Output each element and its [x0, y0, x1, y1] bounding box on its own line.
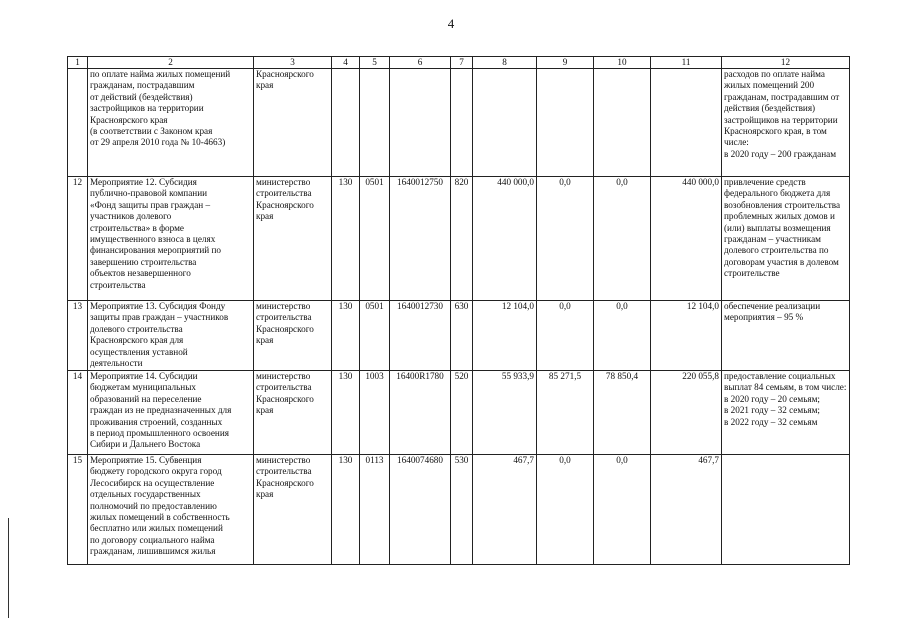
cell-c9: 85 271,5 — [537, 371, 594, 455]
page-number: 4 — [447, 16, 455, 31]
cell-desc: Мероприятие 14. Субсидии бюджетам муниципальных образований на переселение граждан из не предназначенных для проживания строений, созданных в период промышленного освоения Сибири и Дальнего Востока — [88, 371, 254, 455]
cell-c4: 130 — [332, 455, 360, 565]
cell-c4 — [332, 69, 360, 177]
cell-num — [68, 69, 88, 177]
cell-c7: 630 — [451, 301, 473, 371]
cell-result: расходов по оплате найма жилых помещений 200 гражданам, пострадавшим от действия (бездействия) застройщиков на территории Красноярского края, в том числе: в 2020 году – 200 гражданам — [722, 69, 850, 177]
cell-result — [722, 455, 850, 565]
budget-table — [67, 56, 850, 565]
cell-c10: 78 850,4 — [594, 371, 651, 455]
header-cell: 11 — [651, 57, 722, 69]
cell-c11: 440 000,0 — [651, 177, 722, 301]
cell-c11: 220 055,8 — [651, 371, 722, 455]
cell-desc: по оплате найма жилых помещений гражданам, пострадавшим от действий (бездействия) застройщиков на территории Красноярского края (в соответствии с Законом края от 29 апреля 2010 года № 10-4663) — [88, 69, 254, 177]
cell-org: министерство строительства Красноярского края — [254, 301, 332, 371]
cell-c6: 1640012750 — [390, 177, 451, 301]
cell-c9: 0,0 — [537, 455, 594, 565]
cell-c11: 467,7 — [651, 455, 722, 565]
cell-c6: 16400R1780 — [390, 371, 451, 455]
cell-c11 — [651, 69, 722, 177]
cell-c8: 55 933,9 — [473, 371, 537, 455]
cell-c8: 12 104,0 — [473, 301, 537, 371]
cell-c5: 0501 — [360, 177, 390, 301]
cell-c5: 0501 — [360, 301, 390, 371]
cell-c11: 12 104,0 — [651, 301, 722, 371]
cell-result: предоставление социальных выплат 84 семьям, в том числе: в 2020 году – 20 семьям; в 2021 году – 32 семьям; в 2022 году – 32 семьям — [722, 371, 850, 455]
cell-c10: 0,0 — [594, 455, 651, 565]
cell-num: 15 — [68, 455, 88, 565]
cell-c7: 820 — [451, 177, 473, 301]
cell-org: министерство строительства Красноярского края — [254, 455, 332, 565]
cell-c5 — [360, 69, 390, 177]
cell-num: 14 — [68, 371, 88, 455]
margin-line — [8, 518, 9, 618]
table-row — [68, 455, 850, 565]
cell-c8 — [473, 69, 537, 177]
cell-org: министерство строительства Красноярского края — [254, 177, 332, 301]
cell-c10 — [594, 69, 651, 177]
cell-desc: Мероприятие 13. Субсидия Фонду защиты прав граждан – участников долевого строительства Красноярского края для осуществления уставной деятельности — [88, 301, 254, 371]
header-cell: 1 — [68, 57, 88, 69]
header-cell: 6 — [390, 57, 451, 69]
header-cell: 9 — [537, 57, 594, 69]
table-row — [68, 69, 850, 177]
cell-result: привлечение средств федерального бюджета для возобновления строительства проблемных жилых домов и (или) выплаты возмещения гражданам – участникам долевого строительства по договорам участия в долевом строительстве — [722, 177, 850, 301]
cell-num: 12 — [68, 177, 88, 301]
cell-c4: 130 — [332, 301, 360, 371]
header-cell: 7 — [451, 57, 473, 69]
header-row — [68, 57, 850, 69]
cell-c9: 0,0 — [537, 177, 594, 301]
cell-org: Красноярского края — [254, 69, 332, 177]
table-row — [68, 301, 850, 371]
header-cell: 5 — [360, 57, 390, 69]
table-row — [68, 371, 850, 455]
cell-c7: 520 — [451, 371, 473, 455]
cell-c4: 130 — [332, 371, 360, 455]
cell-c6 — [390, 69, 451, 177]
cell-c9: 0,0 — [537, 301, 594, 371]
cell-num: 13 — [68, 301, 88, 371]
cell-c5: 0113 — [360, 455, 390, 565]
cell-desc: Мероприятие 15. Субвенция бюджету городского округа город Лесосибирск на осуществление отдельных государственных полномочий по предоставлению жилых помещений в собственность бесплатно или жилых помещений по договору социального найма гражданам, лишившимся жилья — [88, 455, 254, 565]
cell-c6: 1640074680 — [390, 455, 451, 565]
cell-result: обеспечение реализации мероприятия – 95 % — [722, 301, 850, 371]
cell-c9 — [537, 69, 594, 177]
cell-c4: 130 — [332, 177, 360, 301]
cell-c10: 0,0 — [594, 301, 651, 371]
table-row — [68, 177, 850, 301]
header-cell: 4 — [332, 57, 360, 69]
cell-c7 — [451, 69, 473, 177]
cell-c6: 1640012730 — [390, 301, 451, 371]
cell-org: министерство строительства Красноярского края — [254, 371, 332, 455]
cell-c8: 467,7 — [473, 455, 537, 565]
header-cell: 10 — [594, 57, 651, 69]
header-cell: 2 — [88, 57, 254, 69]
cell-c7: 530 — [451, 455, 473, 565]
header-cell: 12 — [722, 57, 850, 69]
header-cell: 8 — [473, 57, 537, 69]
cell-desc: Мероприятие 12. Субсидия публично-правовой компании «Фонд защиты прав граждан – участников долевого строительства» в форме имущественного взноса в целях финансирования мероприятий по завершению строительства объектов незавершенного строительства — [88, 177, 254, 301]
cell-c10: 0,0 — [594, 177, 651, 301]
header-cell: 3 — [254, 57, 332, 69]
cell-c5: 1003 — [360, 371, 390, 455]
cell-c8: 440 000,0 — [473, 177, 537, 301]
